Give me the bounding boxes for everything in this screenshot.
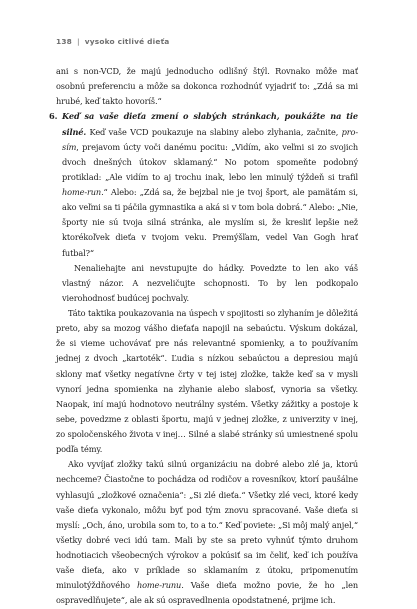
page-number: 138 [56, 37, 73, 46]
list-item-paragraph: Nenaliehajte ani nevstupujte do hádky. Povedzte to len ako váš vlastný názor. A nezveličujte schopnosti. To by len podkopalo vierohodnosť budúcej pochvaly. [62, 262, 358, 303]
italic-word: home-run [62, 187, 102, 197]
running-header [56, 37, 170, 46]
paragraph: Táto taktika poukazovania na úspech v spojitosti so zlyhaním je dôležitá preto, aby sa mozog vášho dieťaťa napojil na sebaúctu. Výskum dokázal, že si vieme uchovávať pre nás relevantné spomienky, a to používaním jednej z dvoch „kartoték“. Ľudia s nízkou sebaúctou a depresiou majú sklony mať všetky negatívne črty v tej istej zložke, takže keď sa v mysli vynorí jedna spomienka na zlyhanie alebo slabosť, vynoria sa všetky. Naopak, iní majú hodnotovo neutrálny systém. Všetky zážitky a postoje k sebe, povedzme z oblasti športu, majú v jednej zložke, z univerzity v inej, zo spoločenského života v inej… Silné a slabé stránky sú umiestnené spolu podľa témy. [56, 308, 358, 455]
italic-word: home-runu [136, 580, 182, 591]
paragraph-continued: ani s non-VCD, že majú jednoducho odlišný štýl. Rovnako môže mať osobnú preferenciu a môže sa dokonca rozhodnúť vyjadriť to: „Zdá sa mi hrubé, keď takto hovoríš.“ [56, 66, 358, 107]
list-item-heading: Keď sa vaše dieťa zmení o slabých stránkach, poukážte na tie silné. [62, 111, 358, 137]
paragraph-text: . Vaše dieťa možno povie, že ho „len ospravedlňujete“, ale ak sú ospravedlnenia opodstatnené, prijme ich. [56, 580, 358, 606]
paragraph [56, 457, 358, 608]
list-item-text: , prejavom úcty voči danému pocitu: „Vidím, ako veľmi si zo svojich dvoch dnešných útokov sklamaný.“ No potom spomeňte podobný protiklad: „Ale vidím to aj trochu inak, lebo len minulý týždeň si trafil [62, 141, 358, 182]
list-item-text: Keď vaše VCD poukazuje na slabiny alebo zlyhania, začnite, [86, 126, 342, 137]
list-item-6 [49, 109, 358, 260]
list-number: 6. [49, 111, 58, 122]
running-title: vysoko citlivé dieťa [84, 37, 170, 46]
paragraph-text: Ako vyvíjať zložky takú silnú organizáciu na dobré alebo zlé ja, ktorú nechceme? Čiastočne to pochádza od rodičov a rovesníkov, ktorí paušálne vyhlasujú „zložkové označenia“: „Si zlé dieťa.“ Všetky zlé veci, ktoré kedy vaše dieťa vykonalo, môžu byť pod tým znovu spracované. Vaše dieťa si myslí: „Och, áno, urobila som to, to a to.“ Keď poviete: „Si môj malý anjel,“ všetky dobré veci idú tam. Mali by ste sa preto vyhnúť týmto druhom hodnotiacich všeobecných výrokov a pokúsiť sa im čeliť, keď ich používa vaše dieťa, ako v príklade so sklamaním z útoku, pripomenutím minulotýždňového [56, 459, 358, 591]
list-item-text: .“ Alebo: „Zdá sa, že bejzbal nie je tvoj šport, ale pamätám si, ako veľmi sa ti páčila gymnastika a aká si v tom bola dobrá.“ Alebo: „Nie, športy nie sú tvoja silná stránka, ale myslím si, že kresliť lepšie než ktorékoľvek dieťa v tvojom veku. Premýšľam, vedel Van Gogh hrať futbal?“ [62, 187, 358, 258]
italic-word: pro-sím [62, 126, 358, 152]
body-text [49, 64, 358, 609]
header-separator: | [77, 37, 80, 46]
